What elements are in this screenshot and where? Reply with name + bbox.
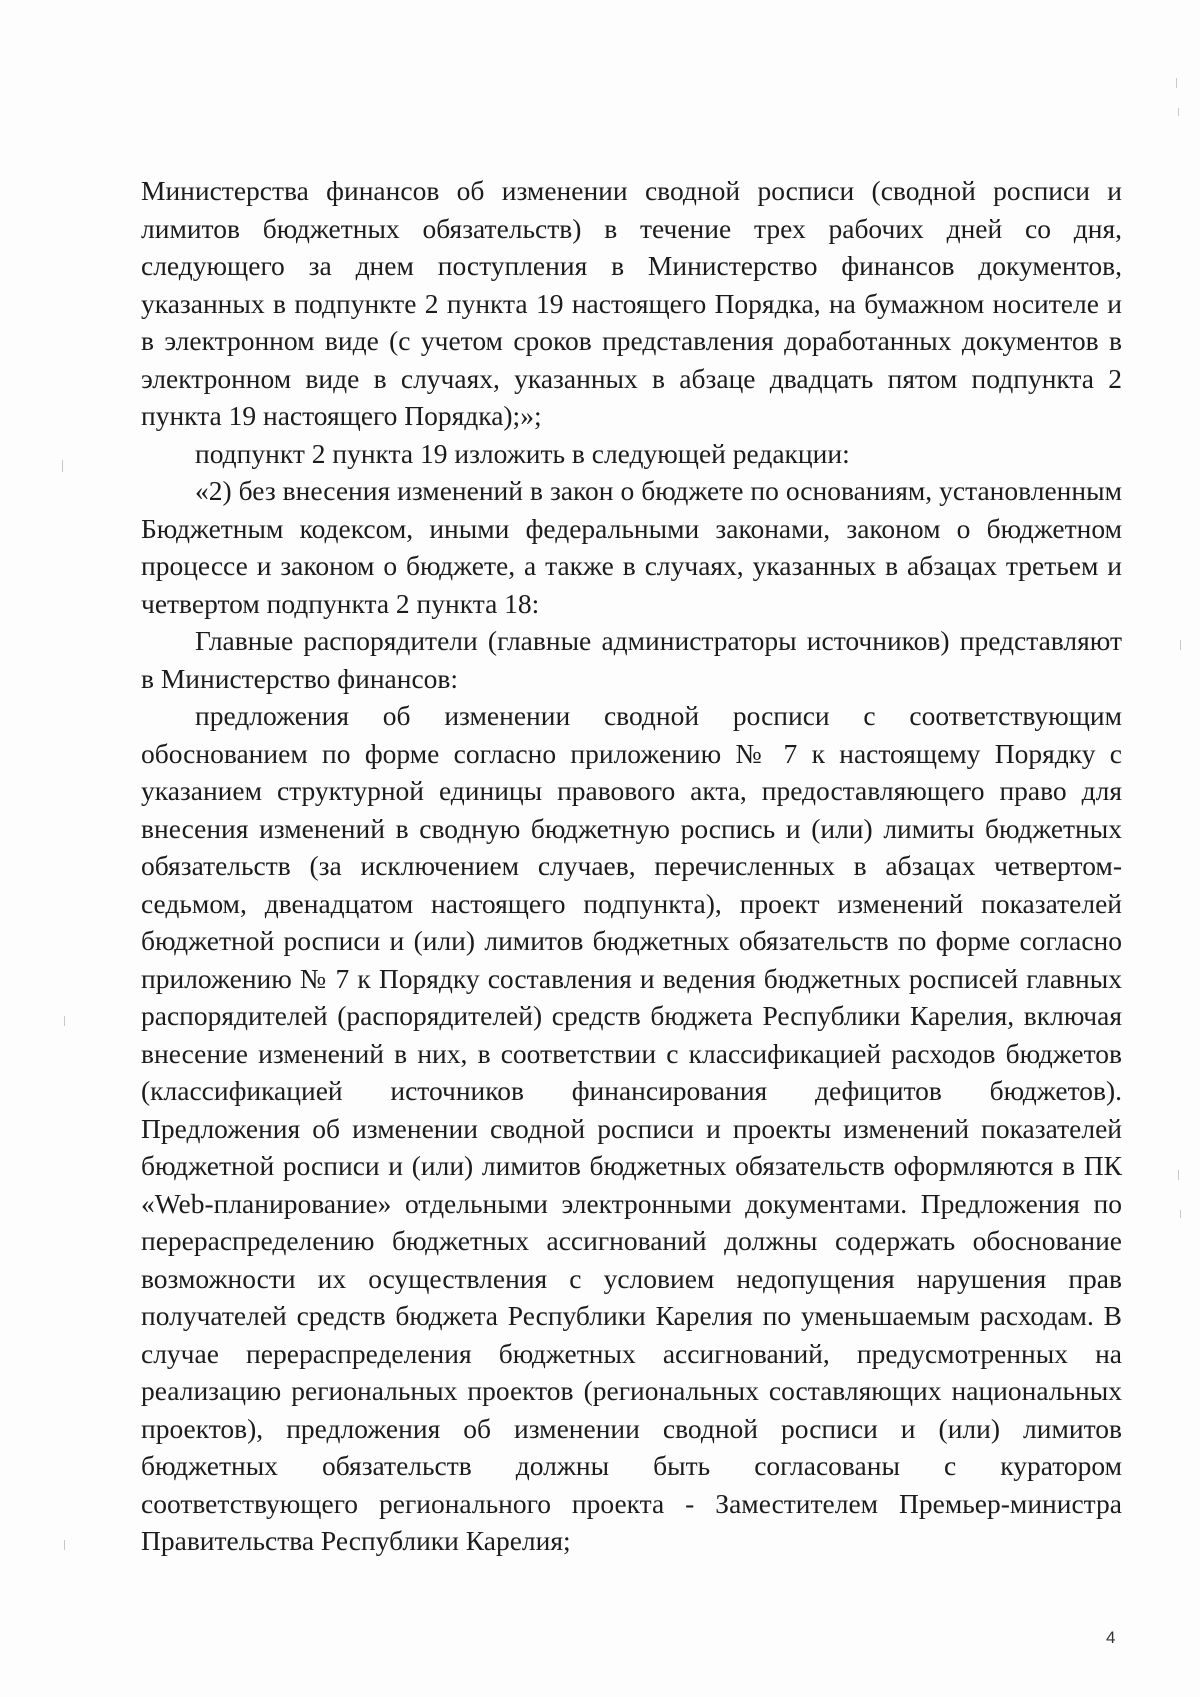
paragraph-continuation: Министерства финансов об изменении сводной росписи (сводной росписи и лимитов бюджетных обязательств) в течение трех рабочих дней со дня, следующего за днем поступления в Министерство финансов документов, указанных в подпункте 2 пункта 19 настоящего Порядка, на бумажном носителе и в электронном виде (с учетом сроков представления доработанных документов в электронном виде в случаях, указанных в абзаце двадцать пятом подпункта 2 пункта 19 настоящего Порядка);»; — [141, 175, 1122, 431]
scan-artifact — [62, 460, 63, 472]
paragraph-subclause-2: «2) без внесения изменений в закон о бюджете по основаниям, установленным Бюджетным кодексом, иными федеральными законами, законом о бюджетном процессе и законом о бюджете, а также в случаях, указанных в абзацах третьем и четвертом подпункта 2 пункта 18: — [141, 475, 1122, 619]
document-body — [141, 172, 1122, 1560]
scan-artifact — [64, 1016, 65, 1026]
scan-artifact — [1178, 108, 1179, 116]
scan-artifact — [1176, 78, 1177, 88]
scan-artifact — [1180, 640, 1181, 650]
scan-artifact — [1180, 1210, 1181, 1218]
paragraph-proposals: предложения об изменении сводной росписи с соответствующим обоснованием по форме согласно приложению № 7 к настоящему Порядку с указанием структурной единицы правового акта, предоставляющего право для внесения изменений в сводную бюджетную роспись и (или) лимиты бюджетных обязательств (за исключением случаев, перечисленных в абзацах четвертом-седьмом, двенадцатом настоящего подпункта), проект изменений показателей бюджетной росписи и (или) лимитов бюджетных обязательств по форме согласно приложению № 7 к Порядку составления и ведения бюджетных росписей главных распорядителей (распорядителей) средств бюджета Республики Карелия, включая внесение изменений в них, в соответствии с классификацией расходов бюджетов (классификацией источников финансирования дефицитов бюджетов). Предложения об изменении сводной росписи и проекты изменений показателей бюджетной росписи и (или) лимитов бюджетных обязательств оформляются в ПК «Web-планирование» отдельными электронными документами. Предложения по перераспределению бюджетных ассигнований должны содержать обоснование возможности их осуществления с условием недопущения нарушения прав получателей средств бюджета Республики Карелия по уменьшаемым расходам. В случае перераспределения бюджетных ассигнований, предусмотренных на реализацию региональных проектов (региональных составляющих национальных проектов), предложения об изменении сводной росписи и (или) лимитов бюджетных обязательств должны быть согласованы с куратором соответствующего регионального проекта - Заместителем Премьер-министра Правительства Республики Карелия; — [141, 700, 1122, 1556]
paragraph-amendment-intro: подпункт 2 пункта 19 изложить в следующей редакции: — [195, 437, 850, 469]
scan-artifact — [1178, 1170, 1179, 1180]
scan-artifact — [64, 1540, 65, 1550]
page-number: 4 — [1106, 1628, 1116, 1647]
paragraph-main-administrators: Главные распорядители (главные администраторы источников) представляют в Министерство финансов: — [141, 625, 1122, 694]
